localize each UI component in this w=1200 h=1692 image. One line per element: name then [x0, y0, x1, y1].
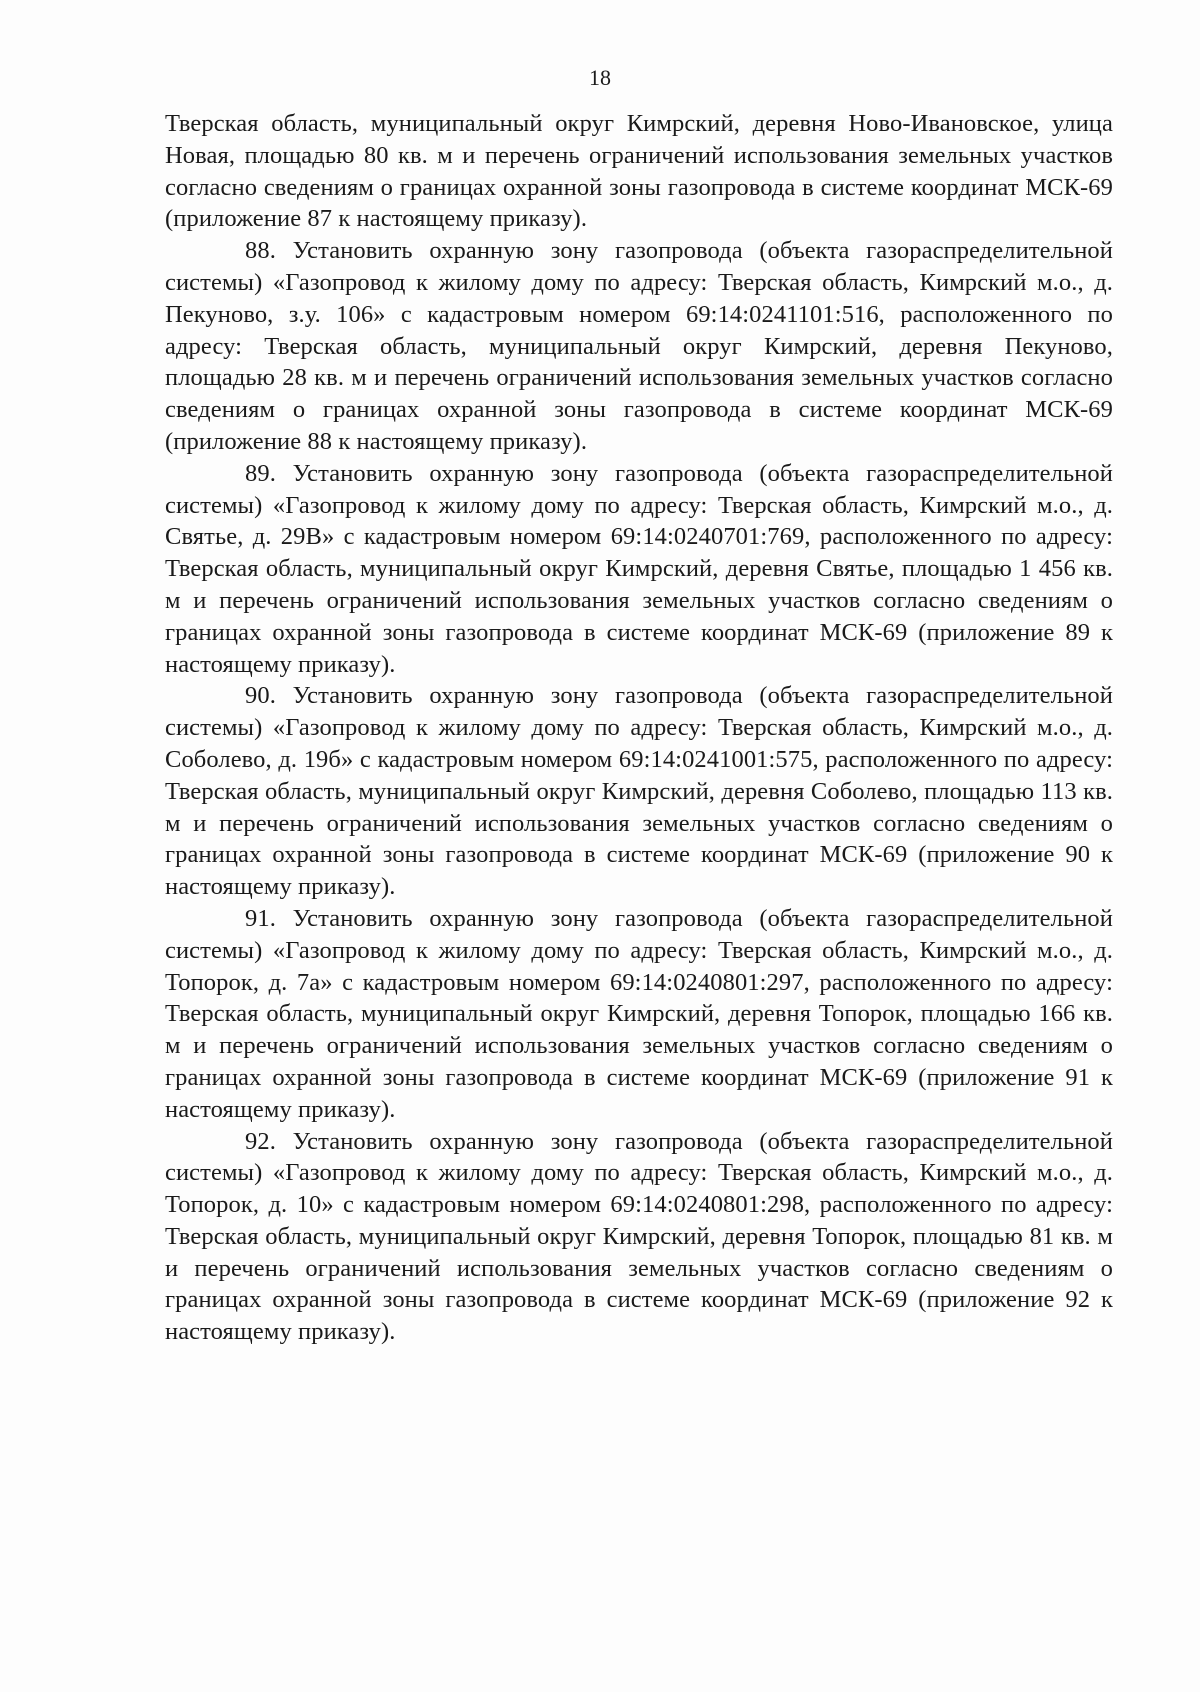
paragraph-90: 90. Установить охранную зону газопровода (объекта газораспределительной системы) «Газопровод к жилому дому по адресу: Тверская область, Кимрский м.о., д. Соболево, д. 19б» с кадастровым номером 69:14:0241001:575, расположенного по адресу: Тверская область, муниципальный округ Кимрский, деревня Соболево, площадью 113 кв. м и перечень ограничений использования земельных участков согласно сведениям о границах охранной зоны газопровода в системе координат МСК-69 (приложение 90 к настоящему приказу). — [165, 682, 1113, 901]
document-body — [165, 108, 1113, 1348]
page-number: 18 — [589, 65, 611, 90]
paragraph-89: 89. Установить охранную зону газопровода (объекта газораспределительной системы) «Газопровод к жилому дому по адресу: Тверская область, Кимрский м.о., д. Святье, д. 29В» с кадастровым номером 69:14:0240701:769, расположенного по адресу: Тверская область, муниципальный округ Кимрский, деревня Святье, площадью 1 456 кв. м и перечень ограничений использования земельных участков согласно сведениям о границах охранной зоны газопровода в системе координат МСК-69 (приложение 89 к настоящему приказу). — [165, 459, 1113, 678]
paragraph-92: 92. Установить охранную зону газопровода (объекта газораспределительной системы) «Газопровод к жилому дому по адресу: Тверская область, Кимрский м.о., д. Топорок, д. 10» с кадастровым номером 69:14:0240801:298, расположенного по адресу: Тверская область, муниципальный округ Кимрский, деревня Топорок, площадью 81 кв. м и перечень ограничений использования земельных участков согласно сведениям о границах охранной зоны газопровода в системе координат МСК-69 (приложение 92 к настоящему приказу). — [165, 1127, 1113, 1346]
paragraph-87-continuation: Тверская область, муниципальный округ Кимрский, деревня Ново-Ивановское, улица Новая, площадью 80 кв. м и перечень ограничений использования земельных участков согласно сведениям о границах охранной зоны газопровода в системе координат МСК-69 (приложение 87 к настоящему приказу). — [165, 110, 1113, 233]
paragraph-91: 91. Установить охранную зону газопровода (объекта газораспределительной системы) «Газопровод к жилому дому по адресу: Тверская область, Кимрский м.о., д. Топорок, д. 7а» с кадастровым номером 69:14:0240801:297, расположенного по адресу: Тверская область, муниципальный округ Кимрский, деревня Топорок, площадью 166 кв. м и перечень ограничений использования земельных участков согласно сведениям о границах охранной зоны газопровода в системе координат МСК-69 (приложение 91 к настоящему приказу). — [165, 904, 1113, 1123]
paragraph-88: 88. Установить охранную зону газопровода (объекта газораспределительной системы) «Газопровод к жилому дому по адресу: Тверская область, Кимрский м.о., д. Пекуново, з.у. 106» с кадастровым номером 69:14:0241101:516, расположенного по адресу: Тверская область, муниципальный округ Кимрский, деревня Пекуново, площадью 28 кв. м и перечень ограничений использования земельных участков согласно сведениям о границах охранной зоны газопровода в системе координат МСК-69 (приложение 88 к настоящему приказу). — [165, 237, 1113, 455]
